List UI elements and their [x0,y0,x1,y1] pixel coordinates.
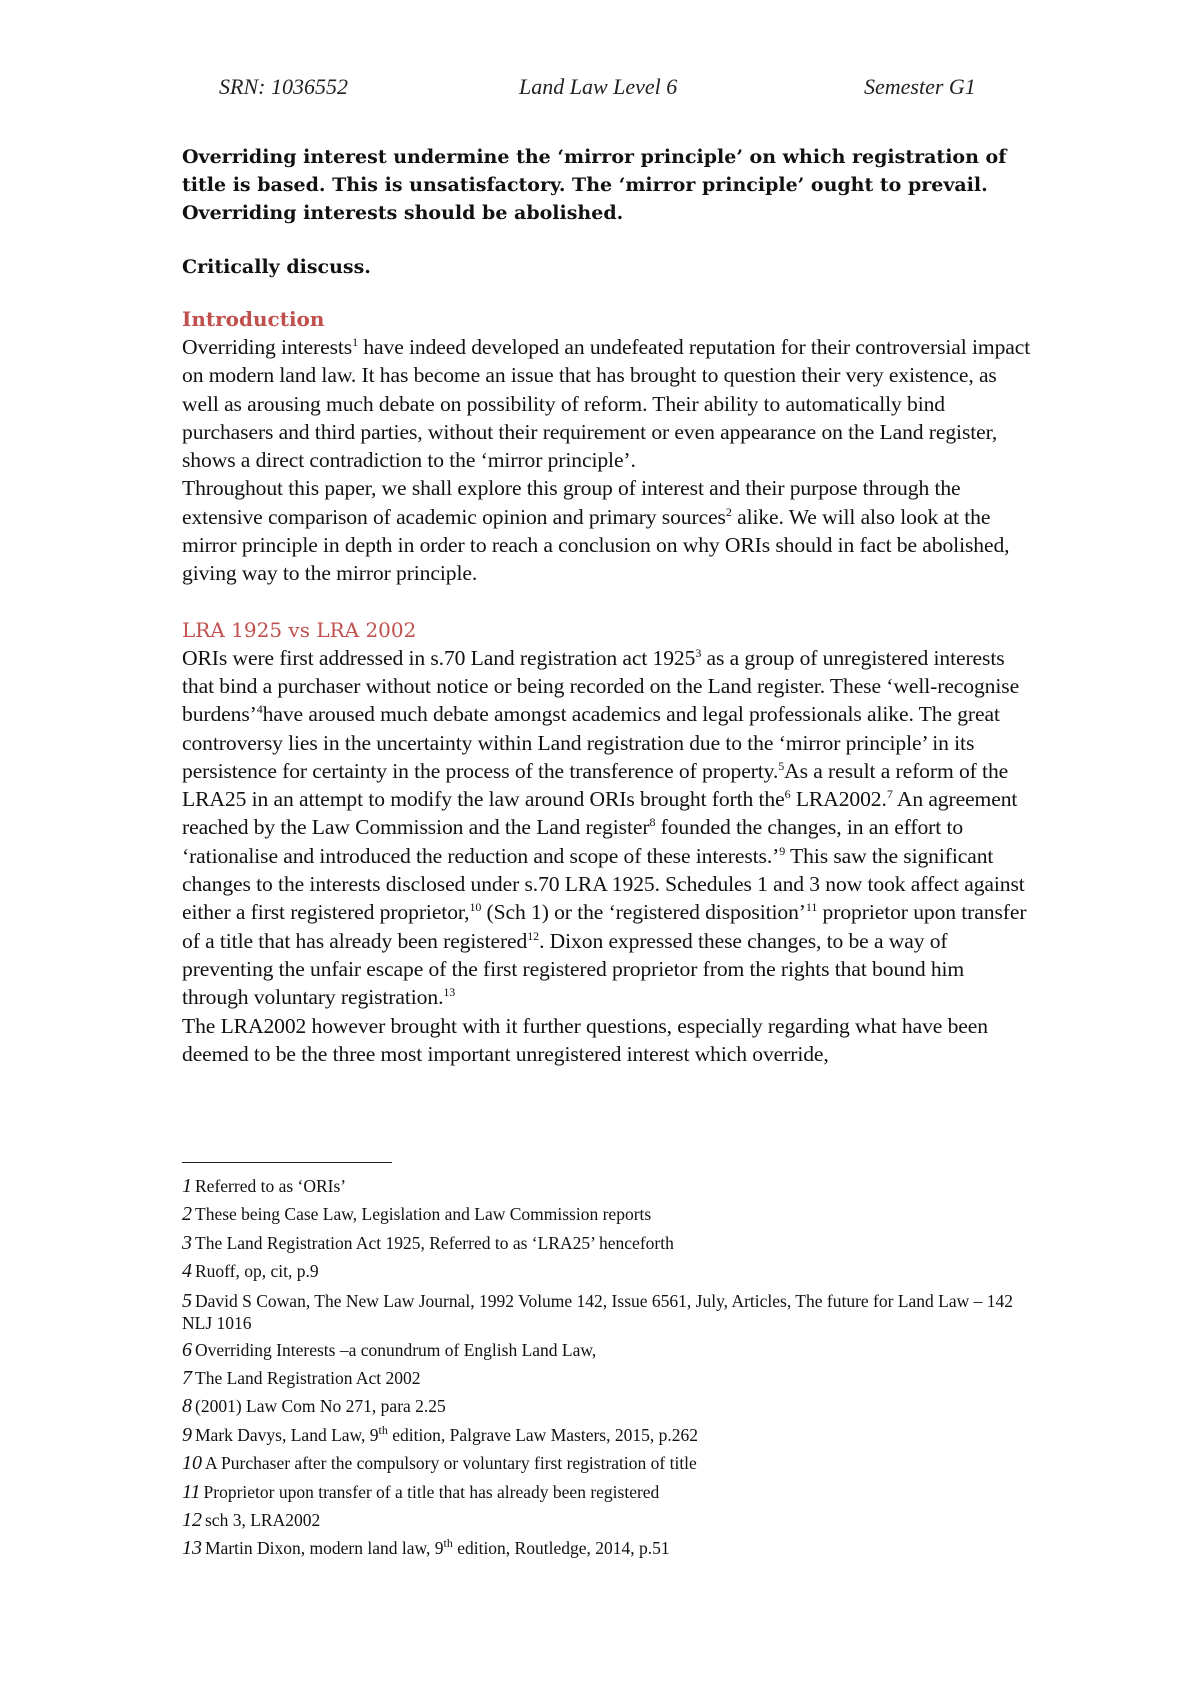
footnote-item: 12 sch 3, LRA2002 [182,1509,321,1532]
footnote-ref: 6 [784,786,791,801]
document-body [182,143,1032,1068]
intro-paragraph-2: Throughout this paper, we shall explore this group of interest and their purpose through the extensive comparison of academic opinion and primary sources$^2$ alike. We will also look at the mirror principle in depth in order to reach a conclusion on why ORIs should in fact be abolished, giving way to the mirror principle. [182,476,1010,586]
header-srn: SRN: 1036552 [219,74,348,99]
footnote-item: 2 These being Case Law, Legislation and Law Commission reports [182,1203,652,1226]
footnote-separator [182,1162,392,1163]
footnote-item: 3 The Land Registration Act 1925, Referred to as ‘LRA25’ henceforth [182,1231,674,1254]
essay-question: Overriding interest undermine the ‘mirror principle’ on which registration of title is based. This is unsatisfactory. The ‘mirror principle’ ought to prevail. Overriding interests should be abolished. [182,146,1007,224]
header-semester: Semester G1 [864,74,976,99]
footnote-item: 5 David S Cowan, The New Law Journal, 1992 Volume 142, Issue 6561, July, Articles, The future for Land Law – 142 NLJ 1016 [182,1289,1013,1333]
footnote-item: 11 Proprietor upon transfer of a title that has already been registered [182,1480,660,1503]
footnotes [182,1172,1032,1563]
header-course: Land Law Level 6 [519,74,678,99]
footnote-ref: 4 [256,702,263,717]
footnote-ref: 13 [443,985,456,1000]
footnote-ref: 7 [886,786,893,801]
footnote-ref: 3 [695,645,702,660]
footnote-ref: 10 [469,900,482,915]
footnote-ref: 5 [778,758,785,773]
section-heading-lra: LRA 1925 vs LRA 2002 [182,617,417,642]
footnote-item: 4 Ruoff, op, cit, p.9 [182,1260,319,1283]
footnote-ref: 12 [527,928,540,943]
footnote-item: 13 Martin Dixon, modern land law, 9th edition, Routledge, 2014, p.51 [182,1536,670,1560]
footnote-ref: 1 [352,334,359,349]
footnote-item: 8 (2001) Law Com No 271, para 2.25 [182,1395,446,1418]
footnote-item: 1 Referred to as ‘ORIs’ [182,1175,347,1197]
footnote-item: 10 A Purchaser after the compulsory or voluntary first registration of title [182,1452,697,1475]
essay-instruction: Critically discuss. [182,256,371,278]
footnote-item: 9 Mark Davys, Land Law, 9th edition, Palgrave Law Masters, 2015, p.262 [182,1423,698,1446]
intro-paragraph-1: Overriding interests$^1$ have indeed developed an undefeated reputation for their controversial impact on modern land law. It has become an issue that has brought to question their very existence, as well as arousing much debate on possibility of reform. Their ability to automatically bind purchasers and third parties, without their requirement or even appearance on the Land register, shows a direct contradiction to the ‘mirror principle’. [182,334,1031,473]
lra-paragraph-2: The LRA2002 however brought with it further questions, especially regarding what have been deemed to be the three most important unregistered interest which override, [182,1013,988,1066]
page-header [0,74,1200,104]
footnote-ref: 2 [725,504,732,519]
footnote-ref: 11 [805,900,818,915]
footnote-ref: 8 [649,815,656,830]
section-heading-introduction: Introduction [182,307,325,331]
footnote-item: 6 Overriding Interests –a conundrum of English Land Law, [182,1338,597,1361]
lra-paragraph-1: ORIs were first addressed in s.70 Land registration act 1925$^3$ as a group of unregistered interests that bind a purchaser without notice or being recorded on the Land register. These ‘well-recognise burdens’$^4$have aroused much debate amongst academics and legal professionals alike. The great controversy lies in the uncertainty within Land registration due to the ‘mirror principle’ in its persistence for certainty in the process of the transference of property.$^5$As a result a reform of the LRA25 in an attempt to modify the law around ORIs brought forth the$^6$ LRA2002.$^7$ An agreement reached by the Law Commission and the Land register$^8$ founded the changes, in an effort to ‘rationalise and introduced the reduction and scope of these interests.’$^9$ This saw the significant changes to the interests disclosed under s.70 LRA 1925. Schedules 1 and 3 now took affect against either a first registered proprietor,$^{10}$ (Sch 1) or the ‘registered disposition’$^{11}$ proprietor upon transfer of a title that has already been registered$^{12}$. Dixon expressed these changes, to be a way of preventing the unfair escape of the first registered proprietor from the rights that bound him through voluntary registration.$^{13}$ [182,645,1027,1010]
footnote-item: 7 The Land Registration Act 2002 [182,1367,421,1390]
footnote-ref: 9 [779,843,786,858]
